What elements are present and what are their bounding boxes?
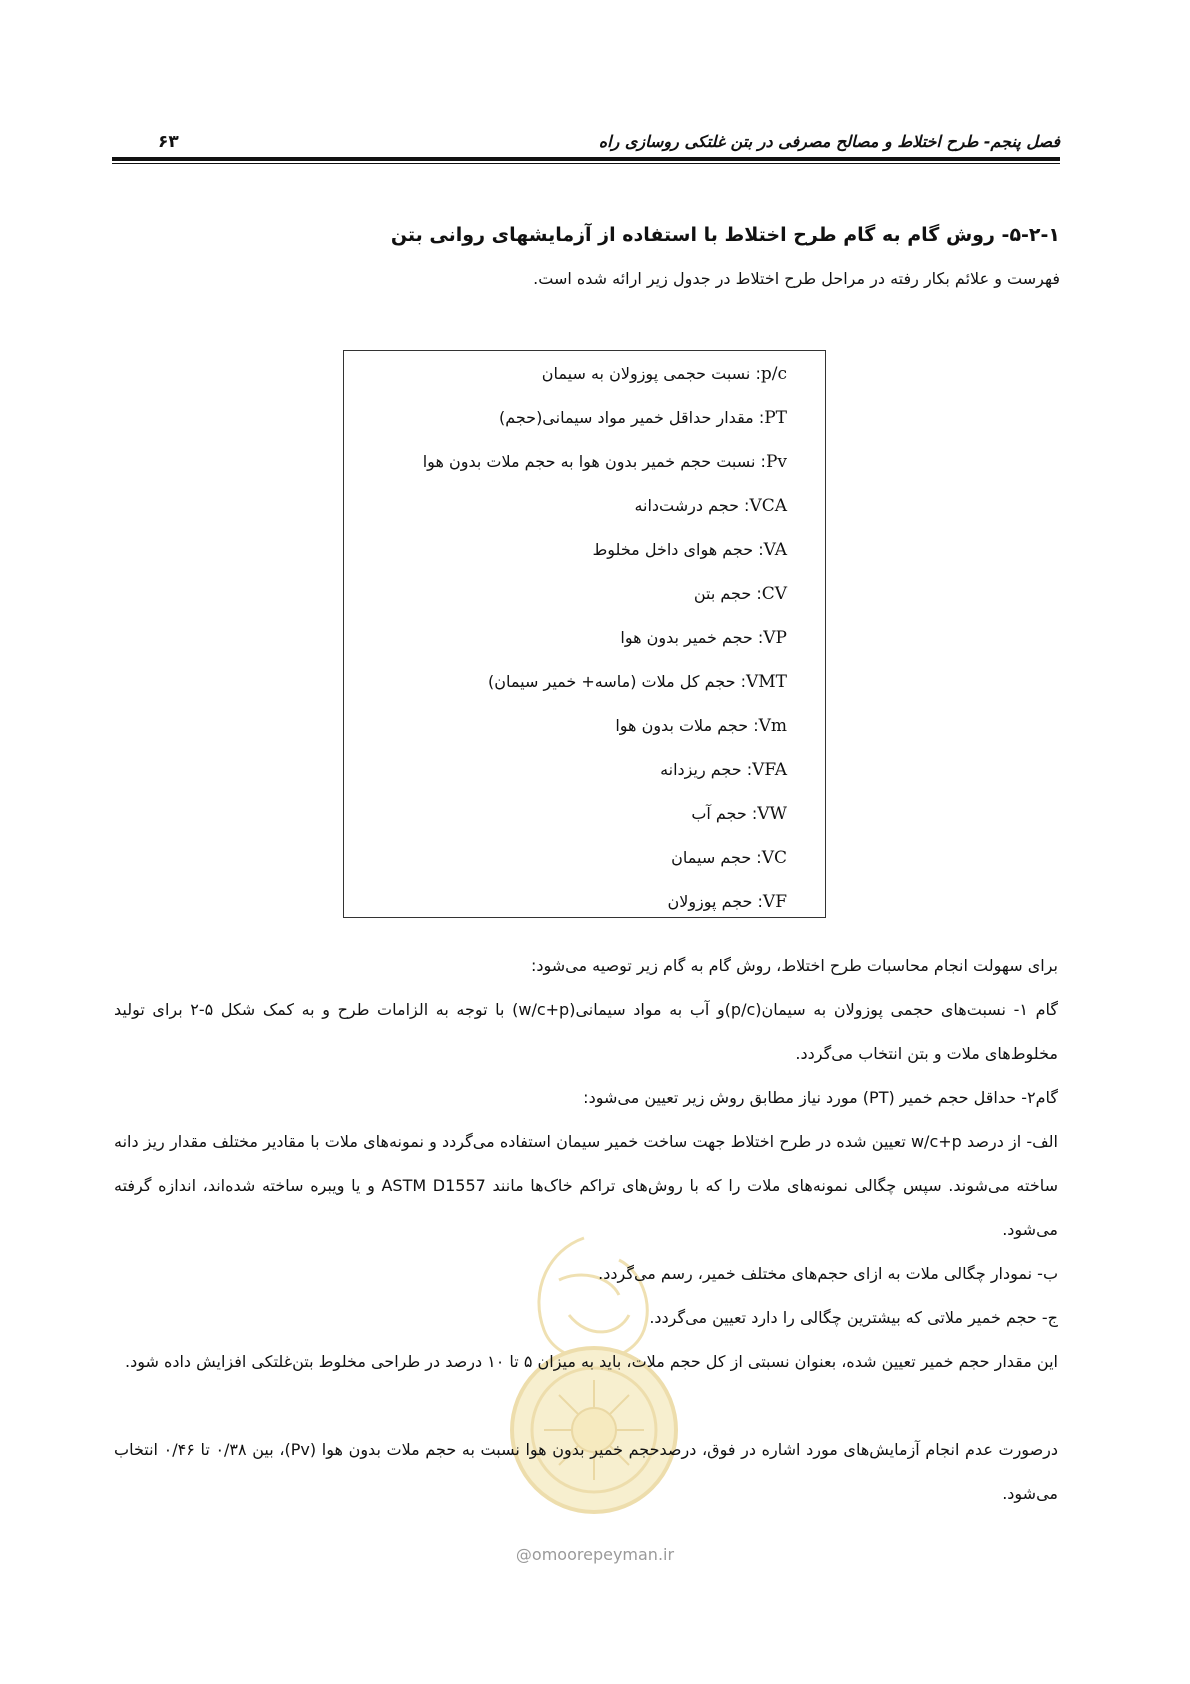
symbol-row [592, 535, 787, 565]
symbol-row [620, 623, 787, 653]
header-rule-thick [112, 157, 1060, 161]
running-header [112, 128, 1060, 156]
symbol-code: VP [763, 628, 787, 648]
symbol-description: : حجم سیمان [671, 848, 762, 867]
symbol-row [660, 755, 787, 785]
body-paragraph: الف- از درصد w/c+p تعیین شده در طرح اختلاط جهت ساخت خمیر سیمان استفاده می‌گردد و نمونه‌های ملات با مقادیر مختلف مقدار ریز دانه ساخته می‌شوند. سپس چگالی نمونه‌های ملات را که با روش‌های تراکم خاک‌ها مانند ASTM D1557 و یا ویبره ساخته شده‌اند، اندازه گرفته می‌شود. [114, 1132, 1059, 1239]
symbol-row [694, 579, 787, 609]
body-paragraph: ج- حجم خمیر ملاتی که بیشترین چگالی را دارد تعیین می‌گردد. [649, 1308, 1058, 1327]
symbol-code: p/c [760, 364, 787, 384]
symbol-code: VFA [752, 760, 787, 780]
symbol-row [499, 403, 787, 433]
chapter-title: فصل پنجم- طرح اختلاط و مصالح مصرفی در بتن غلتکی روسازی راه [598, 132, 1060, 151]
symbol-row [615, 711, 787, 741]
body-paragraph: گام۲- حداقل حجم خمیر (PT) مورد نیاز مطابق روش زیر تعیین می‌شود: [583, 1088, 1058, 1107]
body-paragraph: این مقدار حجم خمیر تعیین شده، بعنوان نسبتی از کل حجم ملات، باید به میزان ۵ تا ۱۰ درصد در طراحی مخلوط بتن‌غلتکی افزایش داده شود. [124, 1352, 1058, 1371]
body-paragraph: برای سهولت انجام محاسبات طرح اختلاط، روش گام به گام زیر توصیه می‌شود: [530, 956, 1058, 975]
symbol-row [423, 447, 787, 477]
symbol-description: : حجم پوزولان [667, 892, 763, 911]
body-paragraph: درصورت عدم انجام آزمایش‌های مورد اشاره در فوق، درصدحجم خمیر بدون هوا نسبت به حجم ملات بدون هوا (Pv)، بین ۰/۳۸ تا ۰/۴۶ انتخاب می‌شود. [114, 1440, 1059, 1503]
symbol-description: : حجم خمیر بدون هوا [620, 628, 764, 647]
symbol-row [691, 799, 787, 829]
symbol-code: VC [761, 848, 787, 868]
body-paragraph: گام ۱- نسبت‌های حجمی پوزولان به سیمان(p/c)و آب به مواد سیمانی(w/c+p) با توجه به الزامات طرح و به کمک شکل ۵-۲ برای تولید مخلوط‌های ملات و بتن انتخاب می‌گردد. [114, 1000, 1058, 1063]
symbol-row [667, 887, 787, 917]
watermark-url: @omoorepeyman.ir [515, 1545, 675, 1564]
symbol-code: VF [762, 892, 787, 912]
symbol-row [671, 843, 787, 873]
symbol-row [634, 491, 787, 521]
symbol-code: Vm [758, 716, 787, 736]
section-intro: فهرست و علائم بکار رفته در مراحل طرح اختلاط در جدول زیر ارائه شده است. [533, 269, 1060, 288]
header-rule-thin [112, 163, 1060, 164]
symbol-description: : حجم بتن [693, 584, 762, 603]
body-paragraph: ب- نمودار چگالی ملات به ازای حجم‌های مختلف خمیر، رسم می‌گردد. [598, 1264, 1058, 1283]
symbol-description: : حجم ریزدانه [660, 760, 753, 779]
symbol-description: : نسبت حجم خمیر بدون هوا به حجم ملات بدون هوا [422, 452, 766, 471]
symbol-row [488, 667, 787, 697]
symbol-description: : حجم کل ملات (ماسه+ خمیر سیمان) [488, 672, 746, 691]
symbol-description: : حجم هوای داخل مخلوط [592, 540, 764, 559]
symbol-code: VA [763, 540, 787, 560]
symbol-code: VMT [745, 672, 787, 692]
symbol-code: VCA [749, 496, 787, 516]
symbol-code: VW [757, 804, 787, 824]
symbol-code: PT [764, 408, 787, 428]
page-number: ۶۳ [158, 132, 179, 152]
symbol-description: : حجم ملات بدون هوا [615, 716, 759, 735]
symbols-table [343, 350, 826, 918]
symbol-code: Pv [765, 452, 787, 472]
symbol-description: : مقدار حداقل خمیر مواد سیمانی(حجم) [498, 408, 765, 427]
symbol-description: : حجم آب [691, 804, 758, 823]
symbol-description: : حجم درشت‌دانه [634, 496, 750, 515]
symbol-row [542, 359, 787, 389]
section-heading: ۵-۲-۱- روش گام به گام طرح اختلاط با استفاده از آزمایشهای روانی بتن [390, 224, 1060, 246]
symbol-description: : نسبت حجمی پوزولان به سیمان [541, 364, 761, 383]
symbol-code: CV [761, 584, 787, 604]
